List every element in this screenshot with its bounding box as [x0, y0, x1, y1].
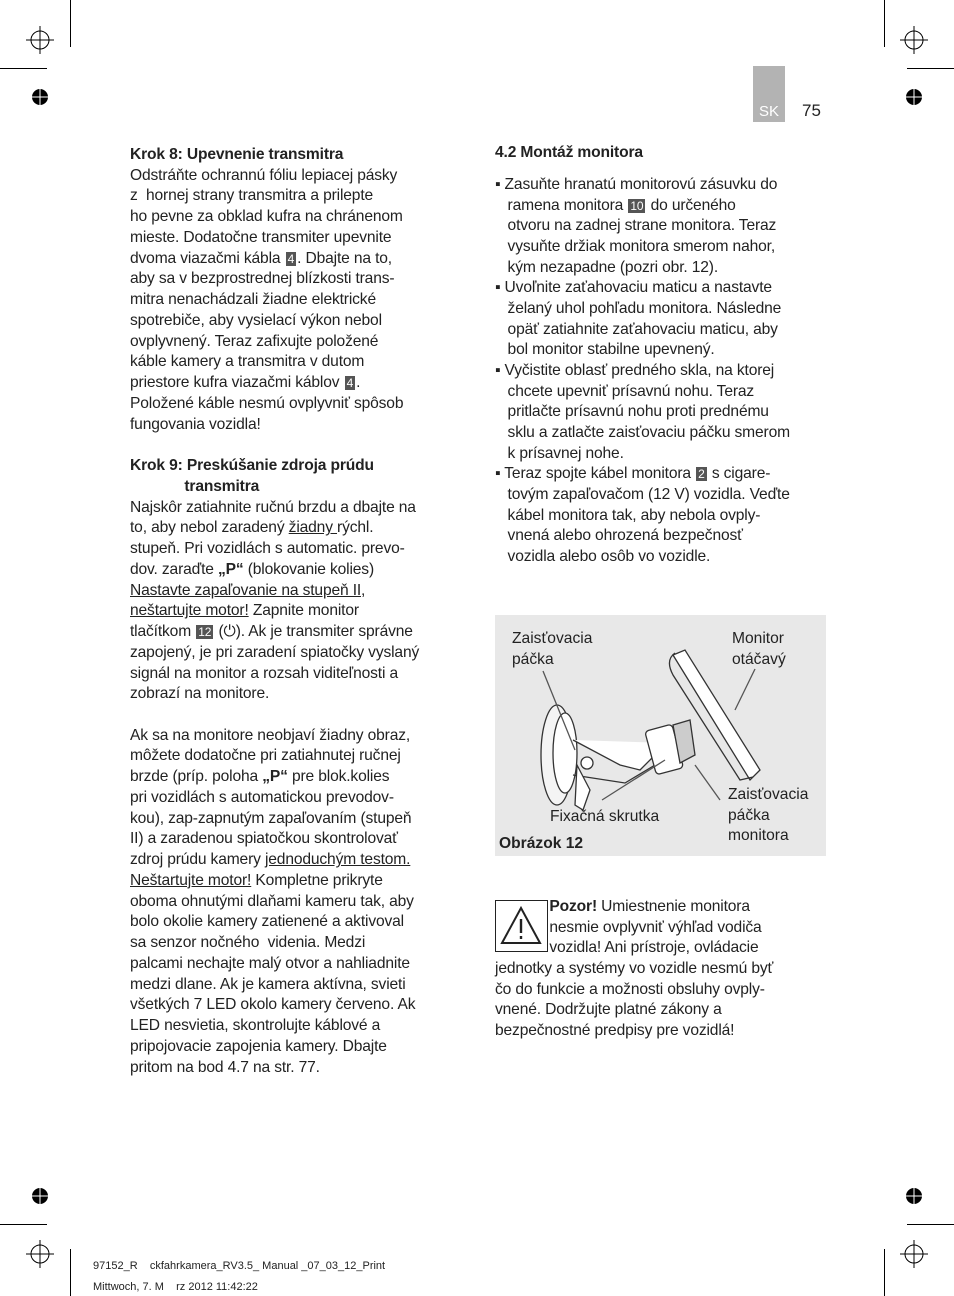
footer-date: Mittwoch, 7. M rz 2012 11:42:22: [93, 1281, 258, 1293]
text-span: kou), zap-zapnutým zapaľovaním (stupeň: [130, 809, 412, 827]
text-span: otvoru na zadnej strane monitora. Teraz: [495, 217, 777, 235]
text-line: [495, 340, 715, 360]
crop-mark: [0, 1224, 47, 1225]
label-monitor-lock-lever: Zaisťovacia páčka monitora: [728, 786, 809, 844]
text-line: [495, 444, 624, 464]
text-span: mitra nenachádzali žiadne elektrické: [130, 291, 376, 309]
text-line: [130, 871, 383, 891]
text-span: vysuňte držiak monitora smerom nahor,: [495, 238, 776, 255]
text-line: [130, 829, 398, 849]
text-line: [495, 1021, 734, 1041]
text-span: ▪ Uvoľnite zaťahovaciu maticu a nastavte: [495, 279, 772, 297]
text-line: [130, 622, 413, 642]
text-span: oboma ohnutými dlaňami kameru tak, aby: [130, 892, 414, 910]
footer-file: 97152_R ckfahrkamera_RV3.5_ Manual _07_03_12_Print: [93, 1260, 386, 1272]
text-span: ovplyvnený. Teraz zafixujte položené: [130, 332, 379, 350]
part-number-badge: 2: [698, 467, 705, 482]
language-tab: [753, 66, 785, 122]
text-line: [130, 975, 406, 995]
text-span: želaný uhol pohľadu monitora. Následne: [495, 300, 782, 318]
text-span: pripojovacie zapojenia kamery. Dbajte: [130, 1037, 387, 1055]
text-span: kábel monitora tak, aby nebola ovply-: [495, 506, 761, 524]
text-span: ▪ Vyčistite oblasť predného skla, na ktorej: [495, 362, 775, 380]
crop-mark: [884, 1249, 885, 1296]
section-heading: 4.2 Montáž monitora: [495, 144, 643, 161]
text-span: chcete upevniť prísavnú nohu. Teraz: [495, 382, 755, 400]
text-line: [130, 1058, 320, 1078]
text-span: medzi dlane. Ak je kamera aktívna, svieti: [130, 975, 406, 993]
text-span: sklu a zatlačte zaisťovaciu páčku smerom: [495, 424, 790, 442]
text-span: sa senzor nočného videnia. Medzi: [130, 934, 366, 952]
text-span: (blokovanie kolies): [243, 560, 374, 578]
language-label: SK: [759, 103, 780, 120]
part-number-badge: 12: [198, 625, 212, 640]
registration-mark-icon: [900, 26, 928, 54]
text-span: s cigare-: [707, 465, 771, 483]
crop-mark: [907, 68, 954, 69]
text-span: signál na monitor a rozsah viditeľnosti a: [130, 664, 398, 682]
label-fixing-screw: Fixačná skrutka: [550, 808, 660, 825]
text-span: Položené káble nesmú ovplyvniť spôsob: [130, 394, 404, 412]
text-line: [495, 938, 759, 958]
text-span: do určeného: [646, 196, 736, 214]
text-span: kým nezapadne (pozri obr. 12).: [495, 258, 719, 276]
text-line: [130, 228, 391, 248]
label-rotating-monitor: Monitor otáčavý: [732, 630, 786, 668]
text-span: . Dbajte na to,: [297, 249, 392, 267]
text-span: káble kamery a transmitra v dutom: [130, 353, 365, 371]
text-span: aby sa v bezprostrednej blízkosti trans-: [130, 270, 395, 288]
text-span: zapojený, je pri zaradení spiatočky vyslaný: [130, 643, 420, 661]
text-span: Zapnite monitor: [248, 602, 359, 620]
text-line: [130, 684, 269, 704]
text-span: z hornej strany transmitra a prilepte: [130, 187, 374, 205]
text-line: [495, 526, 743, 546]
print-footer: [93, 1256, 385, 1296]
text-span: Krok 8: Upevnenie transmitra: [130, 146, 344, 163]
text-line: [495, 547, 710, 567]
text-span: bol monitor stabilne upevnený.: [495, 341, 715, 359]
text-span: jednotky a systémy vo vozidle nesmú byť: [495, 960, 774, 977]
registration-dot-icon: [904, 1186, 924, 1206]
text-line: [130, 352, 364, 372]
text-line: [130, 643, 419, 663]
text-span: Kompletne prikryte: [251, 871, 383, 889]
text-span: rýchl.: [337, 519, 374, 537]
figure-12: [495, 615, 826, 856]
text-line: [130, 912, 404, 932]
text-span: ramena monitora: [495, 196, 628, 214]
text-line: [495, 361, 774, 381]
text-span: nesmie ovplyvniť výhľad vodiča: [495, 918, 762, 936]
text-span: fungovania vozidla!: [130, 415, 261, 433]
crop-mark: [70, 1249, 71, 1296]
figure-caption: Obrázok 12: [499, 835, 584, 852]
text-line: [130, 933, 365, 953]
crop-mark: [907, 1224, 954, 1225]
text-span: stupeň. Pri vozidlách s automatic. prevo-: [130, 540, 405, 558]
emphasis-text: jednoduchým testom.: [264, 851, 411, 869]
text-line: [130, 207, 403, 227]
text-line: [495, 980, 765, 1000]
text-line: [495, 897, 750, 917]
text-span: priestore kufra viazačmi káblov: [130, 374, 344, 392]
text-line: [495, 382, 754, 402]
text-line: [495, 175, 777, 195]
text-span: pritom na bod 4.7 na str. 77.: [130, 1058, 320, 1076]
text-line: [130, 249, 392, 269]
text-span: (⏻). Ak je transmiter správne: [214, 623, 413, 641]
text-span: dvoma viazačmi kábla: [130, 249, 285, 267]
text-line: [130, 601, 359, 621]
text-line: [495, 464, 770, 484]
registration-mark-icon: [900, 1240, 928, 1268]
text-span: mieste. Dodatočne transmiter upevnite: [130, 228, 392, 246]
text-span: Pozor!: [495, 898, 597, 915]
part-number-badge: 4: [346, 376, 354, 391]
registration-dot-icon: [30, 87, 50, 107]
text-span: všetkých 7 LED okolo kamery červeno. Ak: [130, 996, 416, 1014]
text-span: k prísavnej nohe.: [495, 444, 624, 462]
text-line: [495, 506, 760, 526]
emphasis-text: Nastavte zapaľovanie na stupeň II,: [130, 581, 366, 599]
registration-dot-icon: [30, 1186, 50, 1206]
text-span: Odstráňte ochrannú fóliu lepiacej pásky: [130, 166, 398, 184]
text-line: [495, 918, 762, 938]
text-line: [130, 290, 376, 310]
text-span: vnená alebo ohrozená bezpečnosť: [495, 527, 743, 545]
text-line: [130, 850, 410, 870]
text-span: pritlačte prísavnú nohu proti prednému: [495, 403, 769, 421]
text-span: to, aby nebol zaradený: [130, 519, 289, 537]
text-span: Ak sa na monitore neobjaví žiadny obraz,: [130, 726, 411, 744]
text-line: [130, 456, 374, 476]
text-line: [130, 1016, 380, 1036]
text-line: [130, 186, 373, 206]
text-span: dov. zaraďte: [130, 560, 218, 578]
text-line: [495, 299, 781, 319]
text-line: [130, 518, 373, 538]
text-line: [130, 809, 411, 829]
label-lock-lever: Zaisťovacia páčka: [512, 630, 593, 668]
text-line: [130, 892, 414, 912]
text-span: vnené. Dodržujte platné zákony a: [495, 1001, 722, 1019]
text-line: [130, 332, 378, 352]
text-line: [130, 311, 382, 331]
text-span: opäť zatiahnite zaťahovaciu maticu, aby: [495, 320, 778, 338]
text-line: [495, 216, 776, 236]
text-span: „P“: [217, 560, 244, 578]
text-span: bezpečnostné predpisy pre vozidlá!: [495, 1022, 735, 1040]
text-line: [130, 394, 403, 414]
text-line: [130, 581, 365, 601]
text-span: pri vozidlách s automatickou prevodov-: [130, 788, 394, 806]
text-line: [130, 560, 374, 580]
registration-dot-icon: [904, 87, 924, 107]
emphasis-text: žiadny: [288, 519, 338, 537]
emphasis-text: Neštartujte motor!: [130, 871, 252, 889]
text-line: [130, 269, 394, 289]
text-span: tlačítkom: [130, 623, 196, 641]
text-span: čo do funkcie a možnosti obsluhy ovply-: [495, 980, 765, 998]
part-number-badge: 4: [287, 251, 295, 266]
emphasis-text: neštartujte motor!: [130, 602, 249, 620]
text-line: [495, 237, 775, 257]
text-span: bolo okolie kamery zatienené a aktivoval: [130, 913, 404, 931]
text-line: [495, 485, 790, 505]
text-span: zobrazí na monitore.: [130, 685, 270, 703]
text-span: ho pevne za obklad kufra na chránenom: [130, 208, 403, 226]
text-span: transmitra: [130, 477, 260, 495]
text-line: [495, 320, 778, 340]
text-span: tovým zapaľovačom (12 V) vozidla. Veďte: [495, 486, 790, 504]
text-line: [130, 995, 415, 1015]
text-line: [130, 1037, 387, 1057]
text-span: spotrebiče, aby vysielací výkon nebol: [130, 311, 382, 329]
text-span: pre blok.kolies: [287, 768, 390, 786]
registration-mark-icon: [26, 1240, 54, 1268]
crop-mark: [0, 68, 47, 69]
text-span: „P“: [262, 768, 288, 786]
text-line: [130, 415, 261, 435]
text-line: [130, 788, 394, 808]
text-span: ▪ Zasuňte hranatú monitorovú zásuvku do: [495, 176, 778, 193]
crop-mark: [70, 0, 71, 47]
crop-mark: [884, 0, 885, 47]
text-line: [130, 373, 360, 393]
text-span: Krok 9: Preskúšanie zdroja prúdu: [130, 457, 374, 475]
text-span: vozidla alebo osôb vo vozidle.: [495, 548, 711, 566]
text-line: [130, 166, 397, 186]
text-line: [130, 477, 259, 497]
text-span: LED nesvietia, skontrolujte káblové a: [130, 1017, 381, 1035]
text-line: [495, 258, 718, 278]
text-span: palcami nechajte malý otvor a nahliadnite: [130, 954, 410, 972]
text-span: II) a zaradenou spiatočkou skontrolovať: [130, 830, 398, 848]
text-line: [495, 1000, 722, 1020]
text-span: brzde (príp. poloha: [130, 768, 263, 786]
text-line: [495, 959, 773, 979]
text-span: .: [356, 374, 361, 392]
text-line: [495, 423, 790, 443]
text-line: [130, 145, 343, 165]
text-line: [130, 767, 389, 787]
text-line: [130, 664, 398, 684]
text-line: [130, 954, 410, 974]
text-line: [130, 746, 401, 766]
text-span: zdroj prúdu kamery: [130, 851, 265, 869]
text-line: [130, 498, 416, 518]
text-span: Najskôr zatiahnite ručnú brzdu a dbajte na: [130, 498, 416, 516]
text-span: vozidla! Ani prístroje, ovládacie: [495, 939, 759, 957]
text-line: [495, 402, 769, 422]
text-span: môžete dodatočne pri zatiahnutej ručnej: [130, 747, 401, 765]
page-number: 75: [802, 101, 821, 120]
text-span: ▪ Teraz spojte kábel monitora: [495, 465, 696, 483]
part-number-badge: 10: [630, 198, 644, 213]
registration-mark-icon: [26, 26, 54, 54]
text-line: [495, 196, 736, 216]
text-line: [130, 726, 410, 746]
text-line: [495, 278, 772, 298]
text-span: Umiestnenie monitora: [596, 898, 750, 915]
text-line: [130, 539, 405, 559]
